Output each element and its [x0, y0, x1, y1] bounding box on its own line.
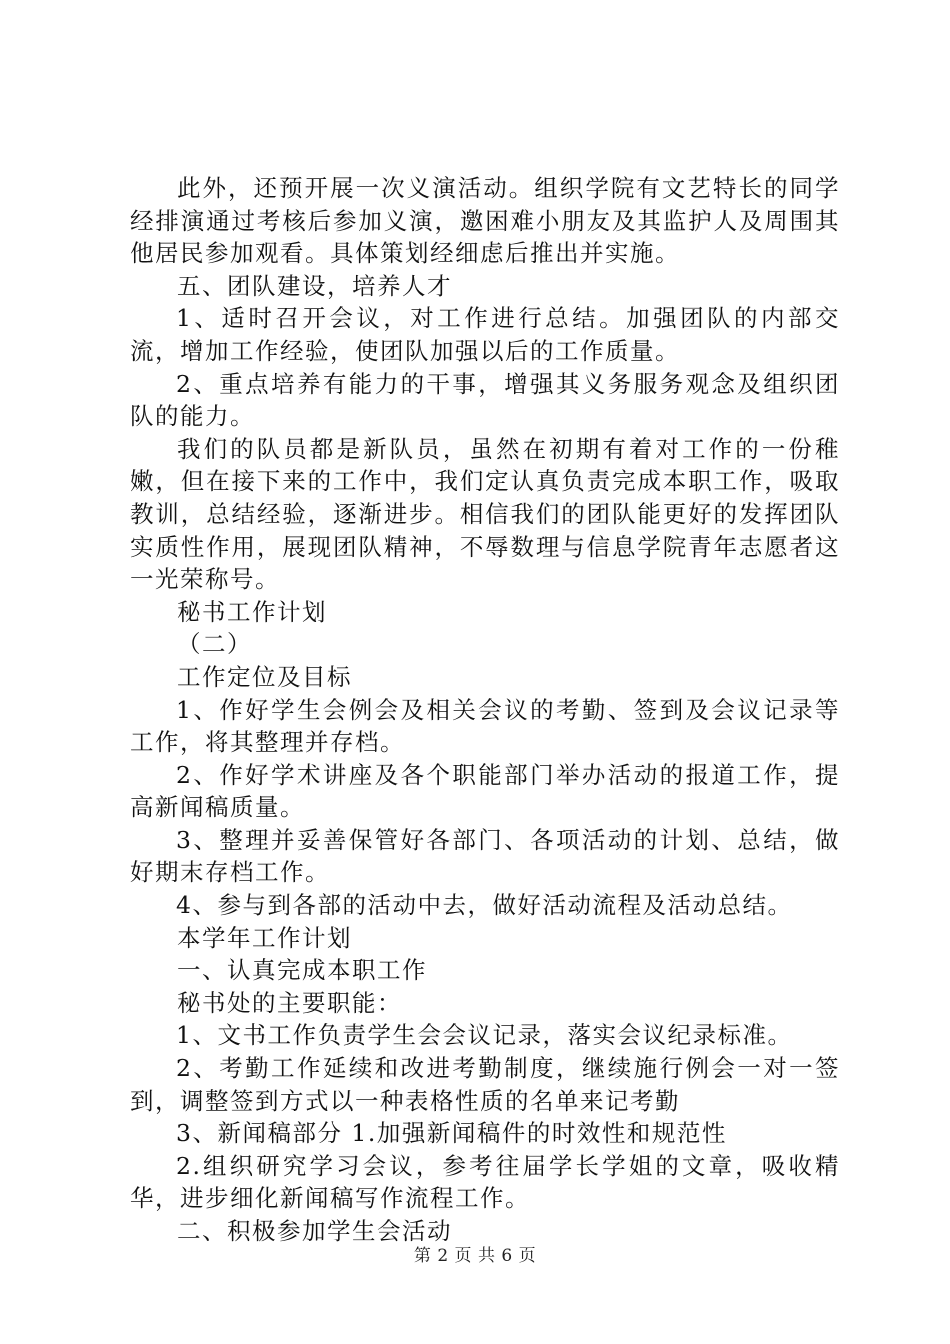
- heading-annual-plan: 本学年工作计划: [177, 923, 352, 952]
- paragraph-charity-performance: 此外，还预开展一次义演活动。组织学院有文艺特长的同学经排演通过考核后参加义演，邀困难小朋友及其监护人及周围其他居民参加观看。具体策划经细虑后推出并实施。: [130, 174, 840, 268]
- paragraph-function-1: 1、文书工作负责学生会会议记录，落实会议纪录标准。: [176, 1021, 793, 1050]
- paragraph-function-3-2: 2.组织研究学习会议，参考往届学长学姐的文章，吸收精华，进步细化新闻稿写作流程工作。: [130, 1151, 840, 1213]
- heading-duties: 一、认真完成本职工作: [177, 956, 427, 985]
- heading-team-building: 五、团队建设，培养人才: [177, 271, 452, 300]
- paragraph-goal-1: 1、作好学生会例会及相关会议的考勤、签到及会议记录等工作，将其整理并存档。: [130, 695, 840, 757]
- heading-part-two: （二）: [177, 630, 252, 659]
- paragraph-goal-2: 2、作好学术讲座及各个职能部门举办活动的报道工作，提高新闻稿质量。: [130, 760, 840, 822]
- heading-secretary-plan: 秘书工作计划: [177, 597, 327, 626]
- page-number-footer: 第 2 页 共 6 页: [413, 1246, 537, 1266]
- document-body: [130, 172, 840, 1248]
- paragraph-goal-4: 4、参与到各部的活动中去，做好活动流程及活动总结。: [176, 891, 793, 920]
- paragraph-function-2: 2、考勤工作延续和改进考勤制度，继续施行例会一对一签到，调整签到方式以一种表格性质的名单来记考勤: [130, 1054, 840, 1115]
- heading-positioning-goals: 工作定位及目标: [177, 662, 352, 691]
- paragraph-function-3: 3、新闻稿部分 1.加强新闻稿件的时效性和规范性: [176, 1119, 727, 1148]
- paragraph-team-summary: 我们的队员都是新队员，虽然在初期有着对工作的一份稚嫩，但在接下来的工作中，我们定认真负责完成本职工作，吸取教训，总结经验，逐渐进步。相信我们的团队能更好的发挥团队实质性作用，展现团队精神，不辱数理与信息学院青年志愿者这一光荣称号。: [130, 434, 840, 594]
- paragraph-train-staff: 2、重点培养有能力的干事，增强其义务服务观念及组织团队的能力。: [130, 369, 840, 431]
- heading-participate: 二、积极参加学生会活动: [177, 1217, 452, 1245]
- paragraph-meetings: 1、适时召开会议，对工作进行总结。加强团队的内部交流，增加工作经验，使团队加强以后的工作质量。: [130, 304, 840, 365]
- paragraph-goal-3: 3、整理并妥善保管好各部门、各项活动的计划、总结，做好期末存档工作。: [130, 825, 840, 887]
- heading-main-functions: 秘书处的主要职能：: [177, 988, 402, 1017]
